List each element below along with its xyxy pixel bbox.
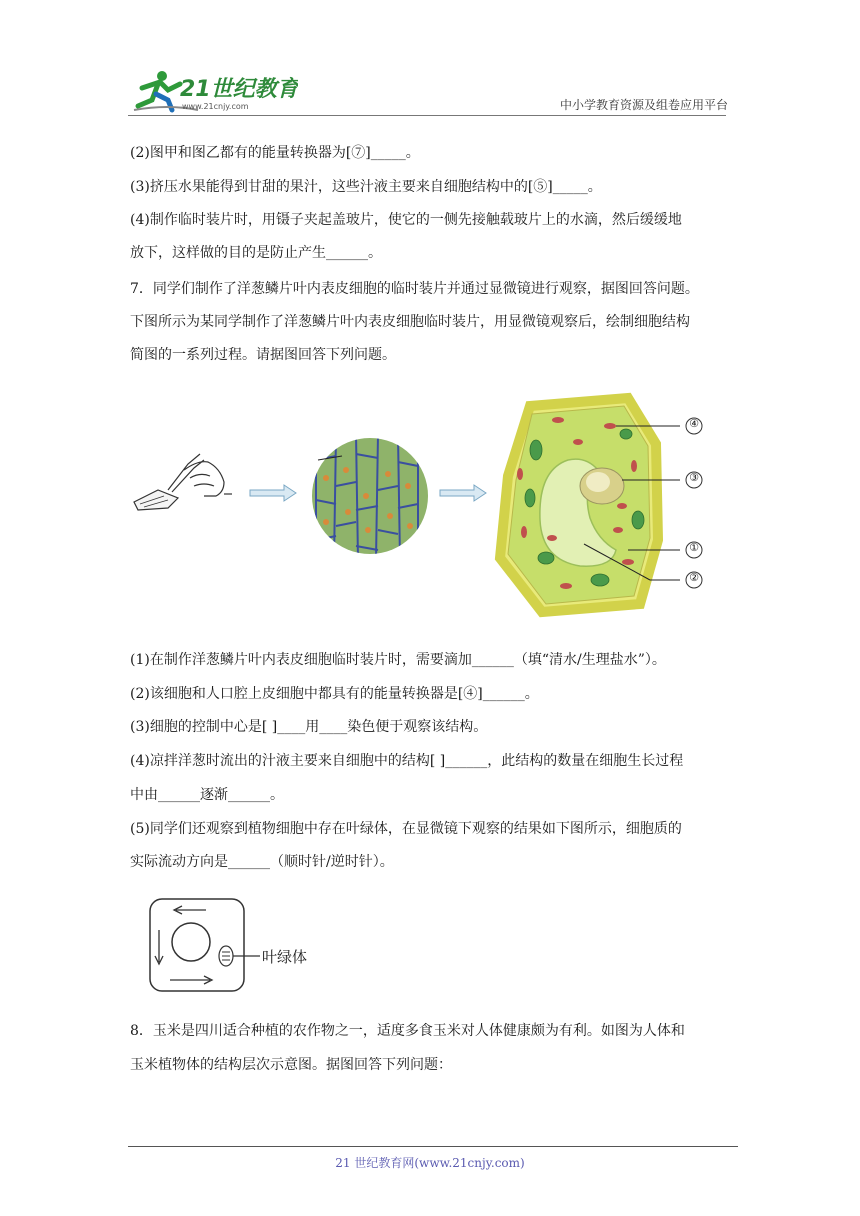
q7-intro-line3: 简图的一系列过程。请据图回答下列问题。 [130,347,396,363]
q7-sub4-line1: (4)凉拌洋葱时流出的汁液主要来自细胞中的结构[ ]______，此结构的数量在细胞生长过程 [130,753,684,769]
q7-sub1: (1)在制作洋葱鳞片叶内表皮细胞临时装片时，需要滴加______（填“清水/生理盐水”）。 [130,652,666,668]
chloroplast-icon [219,946,233,966]
arrow-right-icon [440,485,486,501]
arrow-down-icon [155,930,163,964]
site-logo [128,66,298,114]
q8-line1: 8．玉米是四川适合种植的农作物之一，适度多食玉米对人体健康颇为有利。如图为人体和 [130,1023,685,1039]
svg-text:www.21cnjy.com: www.21cnjy.com [182,102,249,111]
label-4: ④ [689,417,699,430]
q6-part2: (2)图甲和图乙都有的能量转换器为[⑦]_____。 [130,145,420,161]
q7-intro-line2: 下图所示为某同学制作了洋葱鳞片叶内表皮细胞临时装片，用显微镜观察后，绘制细胞结构 [130,314,690,330]
svg-text:21世纪教育: 21世纪教育 [180,77,298,102]
q7-sub5-line1: (5)同学们还观察到植物细胞中存在叶绿体，在显微镜下观察的结果如下图所示，细胞质的 [130,821,682,837]
arrow-right-icon [250,485,296,501]
q6-part4-line2: 放下，这样做的目的是防止产生______。 [130,245,382,261]
q7-sub2: (2)该细胞和人口腔上皮细胞中都具有的能量转换器是[④]______。 [130,686,539,702]
q8-line2: 玉米植物体的结构层次示意图。据图回答下列问题： [130,1057,452,1073]
footer-divider [128,1146,738,1147]
q6-part3: (3)挤压水果能得到甘甜的果汁，这些汁液主要来自细胞结构中的[⑤]_____。 [130,179,602,195]
footer-text: 21 世纪教育网(www.21cnjy.com) [335,1156,525,1170]
chloroplast-label: 叶绿体 [262,948,308,966]
arrow-left-icon [174,906,206,914]
arrow-right-icon [170,976,212,984]
q7-sub4-line2: 中由______逐渐______。 [130,787,284,803]
label-1: ① [689,541,699,554]
plant-cell-diagram [500,398,702,612]
label-3: ③ [689,471,699,484]
q7-sub5-line2: 实际流动方向是______（顺时针/逆时针）。 [130,854,394,870]
platform-name: 中小学教育资源及组卷应用平台 [559,98,728,112]
q6-part4-line1: (4)制作临时装片时，用镊子夹起盖玻片，使它的一侧先接触载玻片上的水滴，然后缓缓地 [130,212,682,228]
onion-cell-figure [128,390,728,620]
microscope-view-icon [312,434,428,560]
q7-sub3: (3)细胞的控制中心是[ ]____用____染色便于观察该结构。 [130,719,488,735]
hand-tweezers-icon [134,454,232,510]
header-divider [128,115,726,116]
q7-intro-line1: 7．同学们制作了洋葱鳞片叶内表皮细胞的临时装片并通过显微镜进行观察，据图回答问题。 [130,281,699,297]
label-2: ② [689,571,699,584]
